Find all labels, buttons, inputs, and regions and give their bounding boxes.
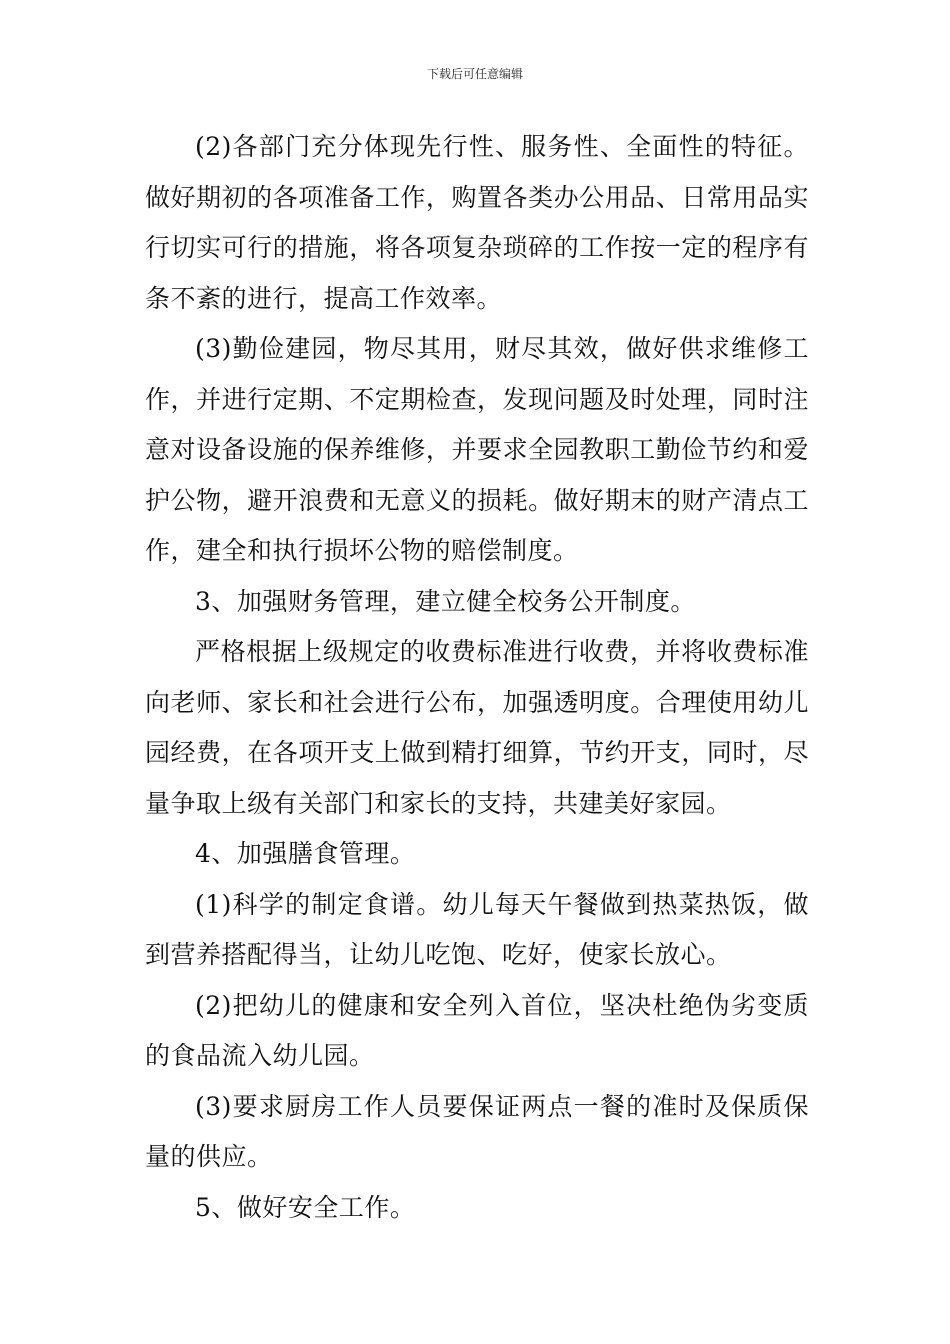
document-body [145,122,809,1233]
page-header: 下载后可任意编辑 [426,67,523,81]
paragraph-department-features: (2)各部门充分体现先行性、服务性、全面性的特征。做好期初的各项准备工作，购置各类办公用品、日常用品实行切实可行的措施，将各项复杂琐碎的工作按一定的程序有条不紊的进行，提高工作效率。 [145,132,809,313]
section-heading-finance: 3、加强财务管理，建立健全校务公开制度。 [195,586,696,616]
paragraph-kitchen-staff: (3)要求厨房工作人员要保证两点一餐的准时及保质保量的供应。 [145,1091,809,1171]
paragraph-recipes: (1)科学的制定食谱。幼儿每天午餐做到热菜热饭，做到营养搭配得当，让幼儿吃饱、吃好，使家长放心。 [145,889,809,969]
paragraph-food-safety: (2)把幼儿的健康和安全列入首位，坚决杜绝伪劣变质的食品流入幼儿园。 [145,990,809,1070]
section-heading-safety: 5、做好安全工作。 [195,1192,416,1222]
paragraph-thrift-maintenance: (3)勤俭建园，物尽其用，财尽其效，做好供求维修工作，并进行定期、不定期检查，发现问题及时处理，同时注意对设备设施的保养维修，并要求全园教职工勤俭节约和爱护公物，避开浪费和无意义的损耗。做好期末的财产清点工作，建全和执行损坏公物的赔偿制度。 [145,334,809,565]
section-heading-meals: 4、加强膳食管理。 [195,839,416,868]
paragraph-fee-standards: 严格根据上级规定的收费标准进行收费，并将收费标准向老师、家长和社会进行公布，加强透明度。合理使用幼儿园经费，在各项开支上做到精打细算，节约开支，同时，尽量争取上级有关部门和家长的支持，共建美好家园。 [145,637,809,818]
